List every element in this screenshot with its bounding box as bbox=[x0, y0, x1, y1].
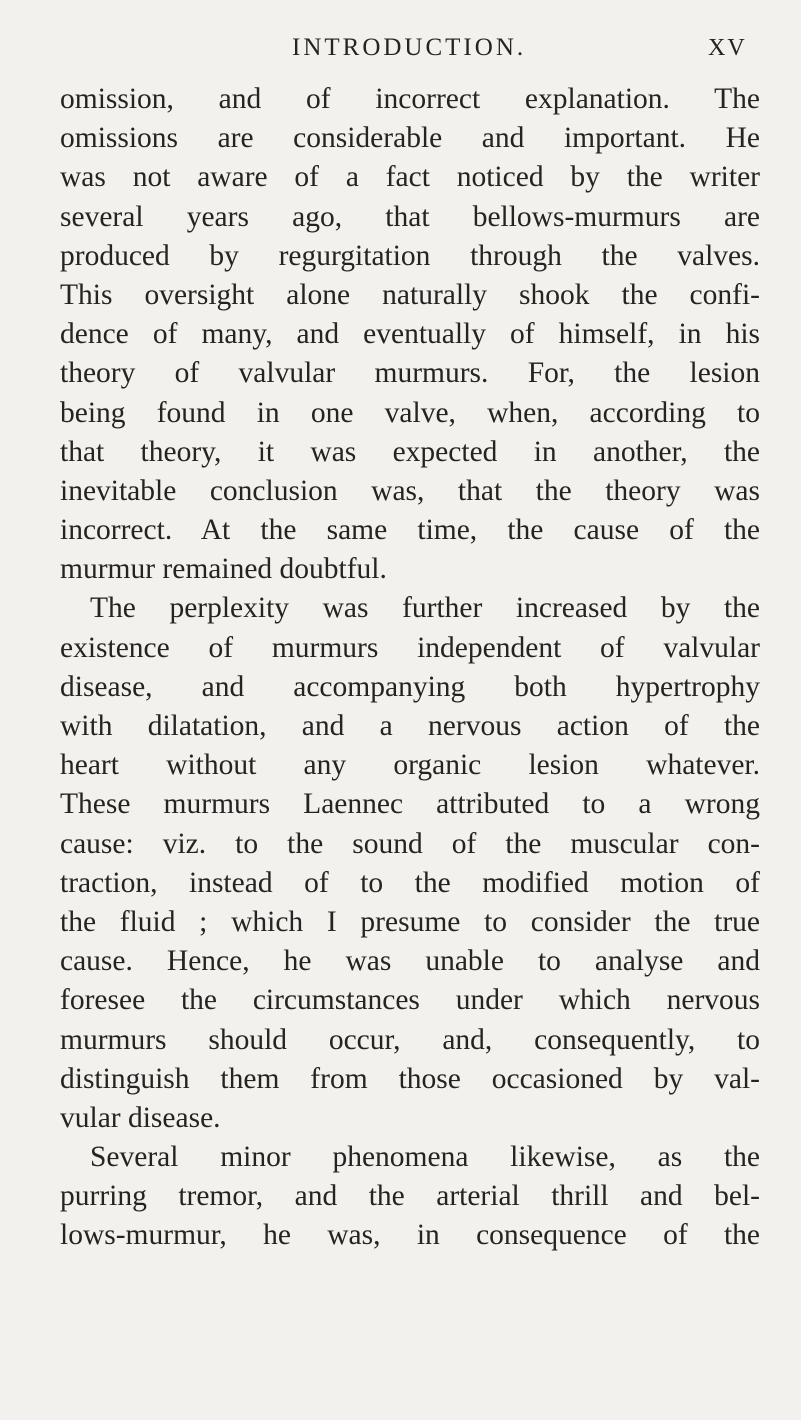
text-line: omissions are considerable and important. He bbox=[60, 122, 760, 155]
text-line: purring tremor, and the arterial thrill and bel- bbox=[60, 1180, 760, 1213]
text-line: was not aware of a fact noticed by the writer bbox=[60, 161, 760, 194]
text-line: These murmurs Laennec attributed to a wrong bbox=[60, 788, 760, 821]
text-line: the fluid ; which I presume to consider the true bbox=[60, 905, 760, 938]
paragraph-start-line: Several minor phenomena likewise, as the bbox=[90, 1141, 760, 1174]
body-text bbox=[60, 80, 760, 1256]
text-line: being found in one valve, when, according to bbox=[60, 396, 760, 429]
text-line: heart without any organic lesion whatever. bbox=[60, 749, 760, 782]
text-line: lows-murmur, he was, in consequence of the bbox=[60, 1219, 760, 1252]
text-line: several years ago, that bellows-murmurs are bbox=[60, 200, 760, 233]
text-line: produced by regurgitation through the valves. bbox=[60, 239, 760, 272]
text-line: This oversight alone naturally shook the confi- bbox=[60, 278, 760, 311]
text-line: traction, instead of to the modified motion of bbox=[60, 866, 760, 899]
text-line: disease, and accompanying both hypertrophy bbox=[60, 670, 760, 703]
paragraph-start-line: The perplexity was further increased by the bbox=[90, 592, 760, 625]
running-head bbox=[0, 28, 801, 68]
text-line: incorrect. At the same time, the cause of the bbox=[60, 514, 760, 547]
text-line: murmurs should occur, and, consequently, to bbox=[60, 1023, 760, 1056]
text-line: that theory, it was expected in another, the bbox=[60, 435, 760, 468]
text-line: theory of valvular murmurs. For, the lesion bbox=[60, 357, 760, 390]
text-line: dence of many, and eventually of himself, in his bbox=[60, 318, 760, 351]
text-line: distinguish them from those occasioned by val- bbox=[60, 1062, 760, 1095]
page-number: XV bbox=[708, 35, 747, 61]
text-line: existence of murmurs independent of valvular bbox=[60, 631, 760, 664]
paragraph-end-line: vular disease. bbox=[60, 1101, 221, 1134]
running-head-title: INTRODUCTION. bbox=[292, 34, 527, 61]
text-line: foresee the circumstances under which nervous bbox=[60, 984, 760, 1017]
text-line: inevitable conclusion was, that the theory was bbox=[60, 474, 760, 507]
paragraph-end-line: murmur remained doubtful. bbox=[60, 553, 387, 586]
text-line: cause. Hence, he was unable to analyse and bbox=[60, 945, 760, 978]
text-line: with dilatation, and a nervous action of the bbox=[60, 710, 760, 742]
text-line: cause: viz. to the sound of the muscular con- bbox=[60, 827, 760, 860]
text-line: omission, and of incorrect explanation. The bbox=[60, 83, 760, 115]
